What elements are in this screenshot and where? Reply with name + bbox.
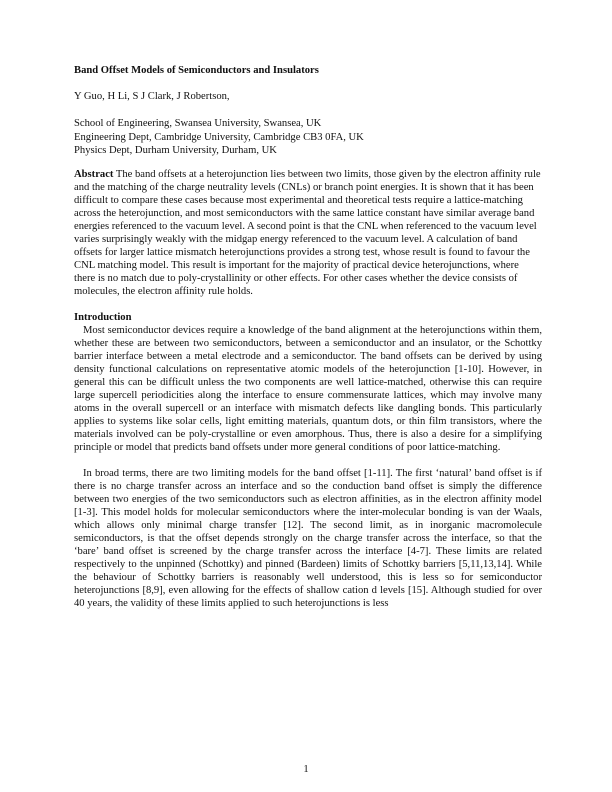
introduction-paragraph-1: Most semiconductor devices require a knowledge of the band alignment at the heterojunctions within them, whether these are between two semiconductors, between a semiconductor and an insulator, or the Schottky barrier interface between a metal electrode and a semiconductor. The band offsets can be derived by using density functional calculations on representative atomic models of the heterojunction [1-10]. However, in general this can be difficult unless the two components are well lattice-matched, otherwise this can require large supercell periodicities along the interface to ensure commensurate lattices, which may involve many atoms in the overall supercell or an interface with mismatch defects like dangling bonds. This particularly applies to systems like solar cells, light emitting materials, quantum dots, or thin film transistors, where the materials involved can be poly-crystalline or even amorphous. Thus, there is also a desire for a simplifying principle or model that predicts band offsets under more general conditions of poor lattice-matching. [74,324,542,453]
abstract [74,168,542,298]
page-number: 1 [303,764,309,775]
paper-page [74,64,542,623]
affiliation-cambridge: Engineering Dept, Cambridge University, Cambridge CB3 0FA, UK [74,131,364,143]
affiliations [74,117,542,158]
paper-title: Band Offset Models of Semiconductors and Insulators [74,65,319,76]
abstract-text: The band offsets at a heterojunction lies between two limits, those given by the electron affinity rule and the matching of the charge neutrality levels (CNLs) or branch point energies. It is shown that it has been difficult to compare these cases because most experimental and theoretical tests require a lattice-matching across the heterojunction, and most semiconductors with the same lattice constant have similar average band energies referenced to the vacuum level. A second point is that the CNL when referenced to the vacuum level varies surprisingly weakly with the midgap energy referenced to the vacuum level. A calculation of band offsets for larger lattice mismatch heterojunctions provides a strong test, whose result is found to favour the CNL matching model. This result is important for the majority of practical device heterojunctions, where there is no match due to poly-crystallinity or other effects. For other cases whether the device consists of molecules, the electron affinity rule holds. [74,168,541,297]
abstract-label: Abstract [74,168,114,180]
author-list: Y Guo, H Li, S J Clark, J Robertson, [74,91,230,102]
affiliation-swansea: School of Engineering, Swansea University, Swansea, UK [74,118,322,129]
affiliation-durham: Physics Dept, Durham University, Durham, UK [74,145,277,156]
introduction-heading: Introduction [74,311,132,323]
introduction-paragraph-2: In broad terms, there are two limiting models for the band offset [1-11]. The first ‘natural’ band offset is if there is no charge transfer across an interface and so the conduction band offset is simply the difference between two energies of the two semiconductors such as electron affinities, as in the electron affinity model [1-3]. This model holds for molecular semiconductors where the inter-molecular bonding is van der Waals, which allows only minimal charge transfer [12]. The second limit, as in inorganic macromolecule semiconductors, is that the offset depends strongly on the charge transfer across the interface, so that the ‘bare’ band offset is screened by the charge transfer across the interface [4-7]. These limits are related respectively to the unpinned (Schottky) and pinned (Bardeen) limits of Schottky barriers [5,11,13,14]. While the behaviour of Schottky barriers is reasonably well understood, this is less so for semiconductor heterojunctions [8,9], even allowing for the effects of shallow cation d levels [15]. Although studied for over 40 years, the validity of these limits applied to such heterojunctions is less [74,467,542,609]
